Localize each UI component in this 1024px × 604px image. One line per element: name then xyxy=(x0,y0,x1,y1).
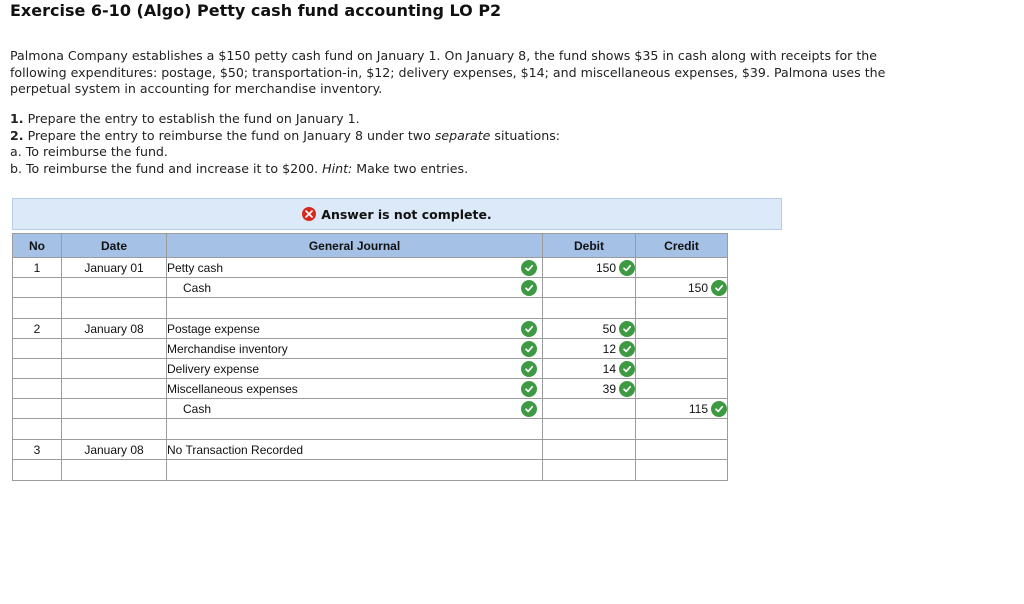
credit-value: 150 xyxy=(687,280,708,295)
check-circle-icon xyxy=(711,401,727,417)
page-title: Exercise 6-10 (Algo) Petty cash fund accounting LO P2 xyxy=(10,1,502,20)
cell-no xyxy=(13,399,62,419)
cell-debit[interactable] xyxy=(543,419,636,440)
cell-no xyxy=(13,278,62,298)
table-row xyxy=(13,460,728,481)
x-circle-icon xyxy=(302,207,316,221)
cell-no xyxy=(13,359,62,379)
cell-date[interactable] xyxy=(62,419,167,440)
instruction-a: a. To reimburse the fund. xyxy=(10,144,168,159)
cell-date[interactable] xyxy=(62,298,167,319)
check-circle-icon xyxy=(619,321,635,337)
check-circle-icon xyxy=(619,260,635,276)
cell-credit[interactable] xyxy=(636,460,728,481)
answer-status-banner xyxy=(12,198,782,230)
header-date: Date xyxy=(62,234,167,258)
cell-no: 2 xyxy=(13,319,62,339)
cell-account[interactable] xyxy=(167,278,543,298)
instruction-2-italic: separate xyxy=(434,127,491,143)
account-name: Cash xyxy=(183,280,212,295)
cell-debit[interactable] xyxy=(543,379,636,399)
instruction-2-text-a: Prepare the entry to reimburse the fund on January 8 under two xyxy=(23,127,435,143)
header-credit: Credit xyxy=(636,234,728,258)
hint-label: Hint: xyxy=(322,160,353,176)
table-row xyxy=(13,298,728,319)
cell-debit[interactable] xyxy=(543,460,636,481)
cell-credit[interactable] xyxy=(636,419,728,440)
table-row xyxy=(13,419,728,440)
account-name: Merchandise inventory xyxy=(167,341,288,356)
instructions xyxy=(10,111,890,177)
cell-debit[interactable] xyxy=(543,440,636,460)
cell-credit[interactable] xyxy=(636,440,728,460)
check-circle-icon xyxy=(521,341,537,357)
cell-credit[interactable] xyxy=(636,339,728,359)
cell-debit[interactable] xyxy=(543,399,636,419)
cell-credit[interactable] xyxy=(636,278,728,298)
account-name: Postage expense xyxy=(167,321,260,336)
cell-date[interactable] xyxy=(62,460,167,481)
check-circle-icon xyxy=(521,280,537,296)
cell-debit[interactable] xyxy=(543,278,636,298)
debit-value: 50 xyxy=(602,321,616,336)
cell-account[interactable] xyxy=(167,359,543,379)
cell-no: 1 xyxy=(13,258,62,278)
cell-credit[interactable] xyxy=(636,319,728,339)
cell-no xyxy=(13,419,62,440)
instruction-b-text-a: b. To reimburse the fund and increase it to $200. xyxy=(10,160,323,176)
instruction-2-number: 2. xyxy=(10,127,24,143)
cell-date[interactable] xyxy=(62,339,167,359)
instruction-1-text: Prepare the entry to establish the fund on January 1. xyxy=(23,111,360,126)
instruction-b-text-b: Make two entries. xyxy=(352,160,469,176)
table-header-row xyxy=(13,234,728,258)
check-circle-icon xyxy=(521,401,537,417)
cell-account[interactable] xyxy=(167,460,543,481)
check-circle-icon xyxy=(521,321,537,337)
cell-debit[interactable] xyxy=(543,319,636,339)
account-name: Miscellaneous expenses xyxy=(167,381,298,396)
header-no: No xyxy=(13,234,62,258)
cell-no: 3 xyxy=(13,440,62,460)
cell-debit[interactable] xyxy=(543,298,636,319)
check-circle-icon xyxy=(711,280,727,296)
table-row xyxy=(13,359,728,379)
debit-value: 39 xyxy=(602,381,616,396)
problem-text: Palmona Company establishes a $150 petty cash fund on January 1. On January 8, the fund shows $35 in cash along with receipts for the following expenditures: postage, $50; transportation-in, $12; delivery expenses, $14; and miscellaneous expenses, $39. Palmona uses the perpetual system in accounting for merchandise inventory. xyxy=(10,48,886,96)
cell-credit[interactable] xyxy=(636,399,728,419)
debit-value: 14 xyxy=(602,361,616,376)
cell-credit[interactable] xyxy=(636,379,728,399)
instruction-b xyxy=(10,161,890,178)
cell-debit[interactable] xyxy=(543,359,636,379)
cell-account[interactable] xyxy=(167,440,543,460)
cell-debit[interactable] xyxy=(543,339,636,359)
instruction-1-number: 1. xyxy=(10,111,24,126)
table-row xyxy=(13,339,728,359)
instruction-2-text-b: situations: xyxy=(490,127,561,143)
cell-no xyxy=(13,379,62,399)
header-general-journal: General Journal xyxy=(167,234,543,258)
debit-value: 12 xyxy=(602,341,616,356)
cell-credit[interactable] xyxy=(636,258,728,278)
cell-account[interactable] xyxy=(167,399,543,419)
account-name: Delivery expense xyxy=(167,361,260,376)
header-debit: Debit xyxy=(543,234,636,258)
cell-no xyxy=(13,298,62,319)
cell-account[interactable] xyxy=(167,419,543,440)
table-row xyxy=(13,319,728,339)
account-name: Cash xyxy=(183,401,212,416)
table-row xyxy=(13,258,728,278)
cell-account[interactable] xyxy=(167,319,543,339)
cell-account[interactable] xyxy=(167,339,543,359)
cell-date[interactable]: January 08 xyxy=(62,440,167,460)
table-row xyxy=(13,399,728,419)
cell-date[interactable] xyxy=(62,399,167,419)
cell-date[interactable]: January 01 xyxy=(62,258,167,278)
debit-value: 150 xyxy=(595,260,616,275)
cell-date[interactable] xyxy=(62,379,167,399)
check-circle-icon xyxy=(619,341,635,357)
cell-date[interactable] xyxy=(62,278,167,298)
table-row xyxy=(13,278,728,298)
general-journal-table xyxy=(12,233,728,481)
cell-no xyxy=(13,339,62,359)
cell-credit[interactable] xyxy=(636,359,728,379)
cell-account[interactable] xyxy=(167,298,543,319)
cell-debit[interactable] xyxy=(543,258,636,278)
table-row xyxy=(13,440,728,460)
check-circle-icon xyxy=(521,381,537,397)
cell-account[interactable] xyxy=(167,379,543,399)
credit-value: 115 xyxy=(688,401,708,416)
cell-account[interactable] xyxy=(167,258,543,278)
cell-credit[interactable] xyxy=(636,298,728,319)
cell-date[interactable]: January 08 xyxy=(62,319,167,339)
check-circle-icon xyxy=(521,260,537,276)
instruction-1 xyxy=(10,111,890,128)
cell-no xyxy=(13,460,62,481)
check-circle-icon xyxy=(619,381,635,397)
account-name: No Transaction Recorded xyxy=(167,442,304,457)
status-text: Answer is not complete. xyxy=(321,206,492,222)
instruction-2 xyxy=(10,128,890,145)
account-name: Petty cash xyxy=(167,260,224,275)
cell-date[interactable] xyxy=(62,359,167,379)
check-circle-icon xyxy=(619,361,635,377)
check-circle-icon xyxy=(521,361,537,377)
table-row xyxy=(13,379,728,399)
